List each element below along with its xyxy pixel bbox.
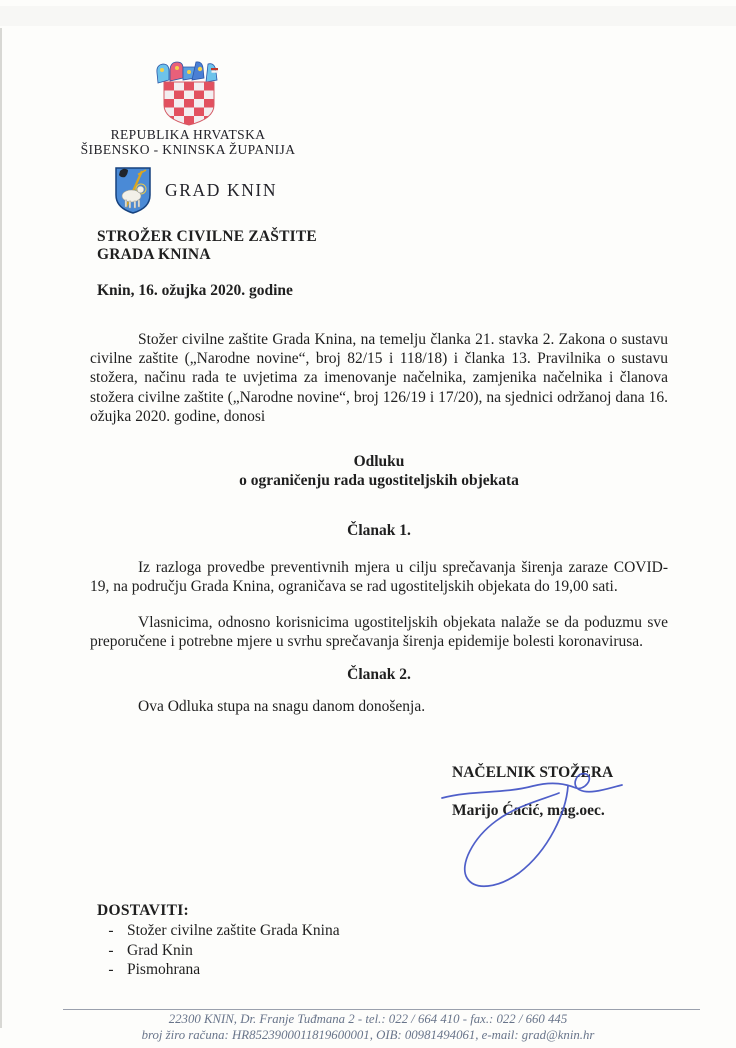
article-1-paragraph-1-text: Iz razloga provedbe preventivnih mjera u cilju sprečavanja širenja zaraze COVID-19, na području Grada Knina, ograničava se rad ugostiteljskih objekata do 19,00 sati. xyxy=(90,559,668,596)
footer xyxy=(14,1012,722,1043)
place-date-line: Knin, 16. ožujka 2020. godine xyxy=(97,282,293,299)
footer-address-line: 22300 KNIN, Dr. Franje Tuđmana 2 - tel.: 022 / 664 410 - fax.: 022 / 660 445 xyxy=(168,1012,568,1026)
list-item-marker: - xyxy=(108,961,114,978)
footer-account-line: broj žiro računa: HR8523900011819600001, OIB: 00981494061, e-mail: grad@knin.hr xyxy=(141,1027,595,1042)
article-1-heading: Članak 1. xyxy=(347,522,411,539)
article-2-paragraph-1-text: Ova Odluka stupa na snagu danom donošenja. xyxy=(138,698,426,715)
intro-paragraph xyxy=(90,330,668,426)
knin-coat-of-arms-icon xyxy=(113,165,153,215)
list-item-marker: - xyxy=(108,941,114,959)
republic-name: REPUBLIKA HRVATSKA xyxy=(110,127,266,142)
signatory-name: Marijo Ćaćić, mag.oec. xyxy=(452,802,605,819)
handwritten-signature xyxy=(428,764,640,896)
sender-org-line2: GRADA KNINA xyxy=(97,245,211,263)
signatory-title: NAČELNIK STOŽERA xyxy=(452,764,614,781)
article-2-paragraph-1 xyxy=(90,697,668,716)
intro-paragraph-text: Stožer civilne zaštite Grada Knina, na temelju članka 21. stavka 2. Zakona o sustavu civilne zaštite („Narodne novine“, broj 82/15 i 118/18) i članka 13. Pravilnika o sustavu stožera, načinu rada te uvjetima za imenovanje načelnika, zamjenika načelnika i članova stožera civilne zaštite („Narodne novine“, broj 126/19 i 17/20), na sjednici održanoj dana 16. ožujka 2020. godine, donosi xyxy=(90,331,668,425)
list-item xyxy=(97,921,340,941)
list-item-text: Pismohrana xyxy=(127,961,201,978)
article-1-paragraph-2 xyxy=(90,613,668,651)
county-name: ŠIBENSKO - KNINSKA ŽUPANIJA xyxy=(80,141,296,157)
scan-band-artifact xyxy=(0,6,736,26)
scan-edge-artifact xyxy=(0,28,2,1028)
distribution-heading: DOSTAVITI: xyxy=(97,902,190,919)
article-1-paragraph-2-text: Vlasnicima, odnosno korisnicima ugostiteljskih objekata nalaže se da poduzmu sve preporučene i potrebne mjere u svrhu sprečavanja širenja epidemije bolesti koronavirusa. xyxy=(90,614,668,651)
list-item-text: Stožer civilne zaštite Grada Knina xyxy=(127,922,340,939)
croatia-coat-of-arms-icon xyxy=(152,60,226,128)
list-item-marker: - xyxy=(108,922,114,939)
decision-subtitle: o ograničenju rada ugostiteljskih objekata xyxy=(239,472,519,489)
article-2-heading: Članak 2. xyxy=(347,666,411,683)
sender-org-line1: STROŽER CIVILNE ZAŠTITE xyxy=(97,228,317,245)
article-1-paragraph-1 xyxy=(90,558,668,596)
city-name: GRAD KNIN xyxy=(165,179,278,200)
decision-title: Odluku xyxy=(353,453,405,470)
footer-divider xyxy=(63,1009,700,1010)
list-item xyxy=(97,941,340,961)
list-item-text: Grad Knin xyxy=(127,941,193,959)
list-item xyxy=(97,960,340,980)
distribution-list xyxy=(97,921,340,980)
